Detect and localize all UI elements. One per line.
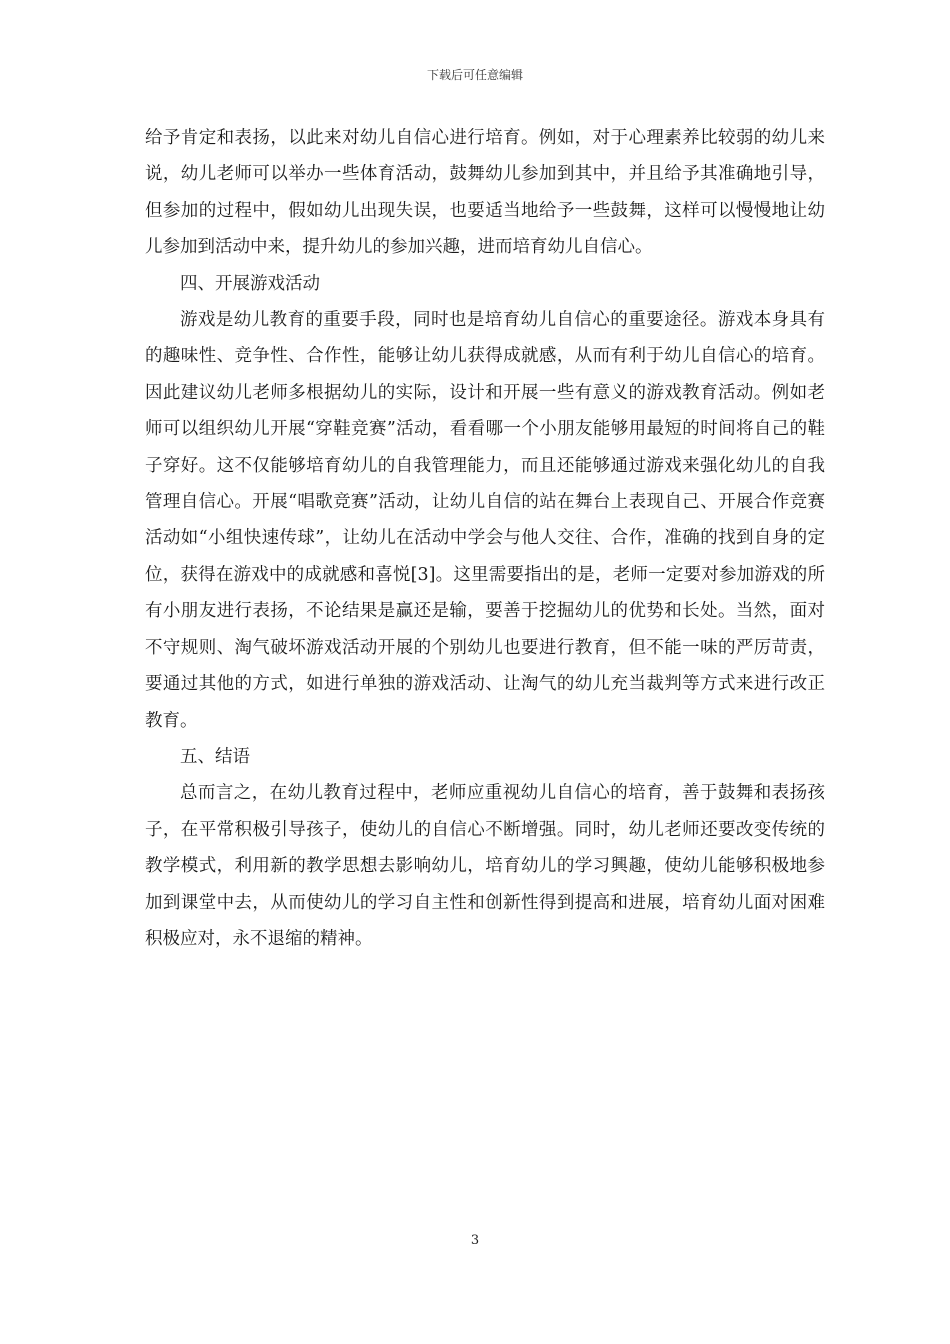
paragraph-continuation: 给予肯定和表扬，以此来对幼儿自信心进行培育。例如，对于心理素养比较弱的幼儿来说，幼儿老师可以举办一些体育活动，鼓舞幼儿参加到其中，并且给予其准确地引导，但参加的过程中，假如幼儿出现失误，也要适当地给予一些鼓舞，这样可以慢慢地让幼儿参加到活动中来，提升幼儿的参加兴趣，进而培育幼儿自信心。 [145, 128, 825, 258]
section-heading-5: 五、结语 [180, 746, 250, 767]
page-number: 3 [470, 1233, 480, 1248]
page-header: 下载后可任意编辑 [426, 68, 523, 82]
paragraph-games: 游戏是幼儿教育的重要手段，同时也是培育幼儿自信心的重要途径。游戏本身具有的趣味性、竞争性、合作性，能够让幼儿获得成就感，从而有利于幼儿自信心的培育。因此建议幼儿老师多根据幼儿的实际，设计和开展一些有意义的游戏教育活动。例如老师可以组织幼儿开展“穿鞋竞赛”活动，看看哪一个小朋友能够用最短的时间将自己的鞋子穿好。这不仅能够培育幼儿的自我管理能力，而且还能够通过游戏来强化幼儿的自我管理自信心。开展“唱歌竞赛”活动，让幼儿自信的站在舞台上表现自己、开展合作竞赛活动如“小组快速传球”，让幼儿在活动中学会与他人交往、合作，准确的找到自身的定位，获得在游戏中的成就感和喜悦[3]。这里需要指出的是，老师一定要对参加游戏的所有小朋友进行表扬，不论结果是赢还是输，要善于挖掘幼儿的优势和长处。当然，面对不守规则、淘气破坏游戏活动开展的个别幼儿也要进行教育，但不能一味的严厉苛责，要通过其他的方式，如进行单独的游戏活动、让淘气的幼儿充当裁判等方式来进行改正教育。 [145, 310, 825, 731]
section-heading-4: 四、开展游戏活动 [180, 273, 320, 294]
document-body [145, 120, 825, 957]
paragraph-conclusion: 总而言之，在幼儿教育过程中，老师应重视幼儿自信心的培育，善于鼓舞和表扬孩子，在平常积极引导孩子，使幼儿的自信心不断增强。同时，幼儿老师还要改变传统的教学模式，利用新的教学思想去影响幼儿，培育幼儿的学习興趣，使幼儿能够积极地参加到课堂中去，从而使幼儿的学习自主性和创新性得到提高和进展，培育幼儿面对困难积极应对，永不退缩的精神。 [145, 783, 825, 949]
